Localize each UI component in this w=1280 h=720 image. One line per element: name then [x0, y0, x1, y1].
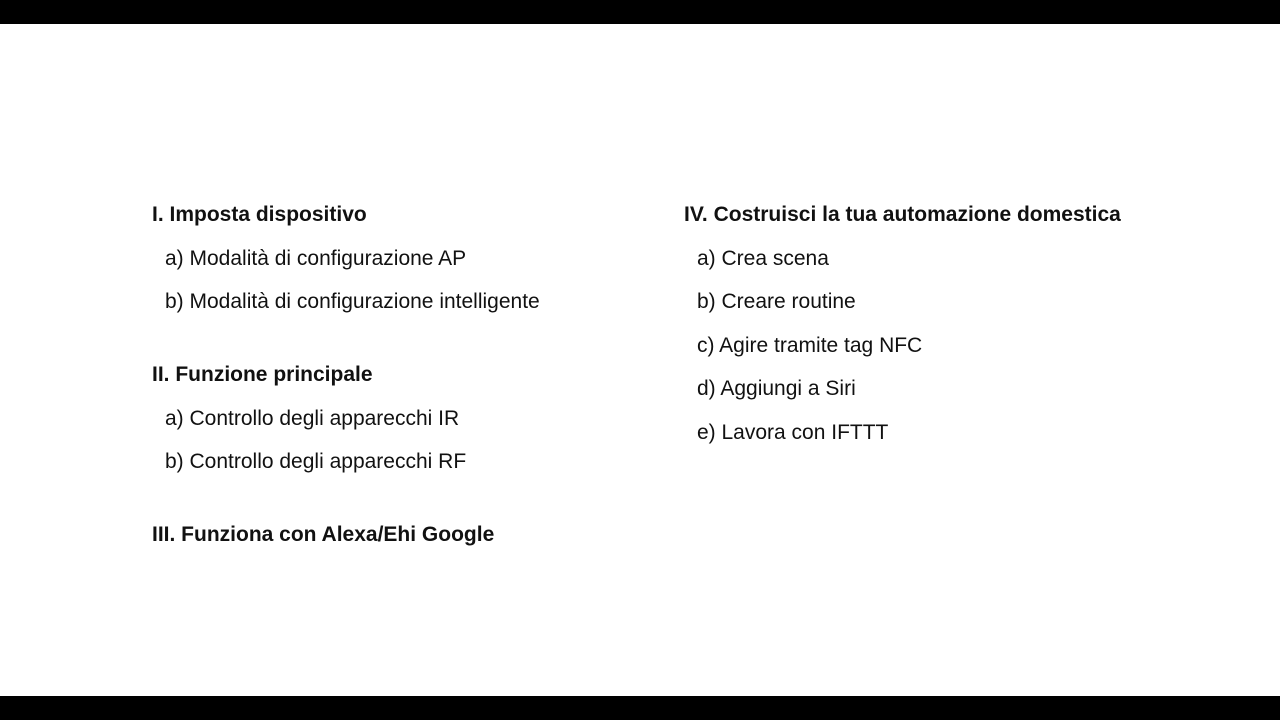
section-title: III. Funziona con Alexa/Ehi Google	[152, 523, 495, 546]
letterbox-top-bar	[0, 0, 1280, 24]
right-column	[684, 200, 1121, 448]
list-item: b) Creare routine	[697, 290, 856, 313]
list-item: b) Modalità di configurazione intelligente	[165, 290, 540, 313]
section-automazione-domestica	[684, 200, 1121, 448]
list-item: a) Modalità di configurazione AP	[165, 246, 467, 270]
list-item: b) Controllo degli apparecchi RF	[165, 450, 467, 473]
section-title: II. Funzione principale	[152, 363, 373, 386]
section-title: I. Imposta dispositivo	[152, 203, 367, 226]
list-item: d) Aggiungi a Siri	[697, 377, 856, 400]
list-item: a) Crea scena	[697, 246, 829, 270]
left-column	[152, 200, 540, 550]
section-imposta-dispositivo	[152, 200, 540, 317]
letterbox-bottom-bar	[0, 696, 1280, 720]
section-funzione-principale	[152, 360, 540, 477]
section-alexa-google	[152, 520, 540, 550]
list-item: e) Lavora con IFTTT	[697, 420, 889, 444]
section-title: IV. Costruisci la tua automazione domestica	[684, 203, 1121, 226]
list-item: c) Agire tramite tag NFC	[697, 333, 923, 357]
list-item: a) Controllo degli apparecchi IR	[165, 406, 460, 430]
